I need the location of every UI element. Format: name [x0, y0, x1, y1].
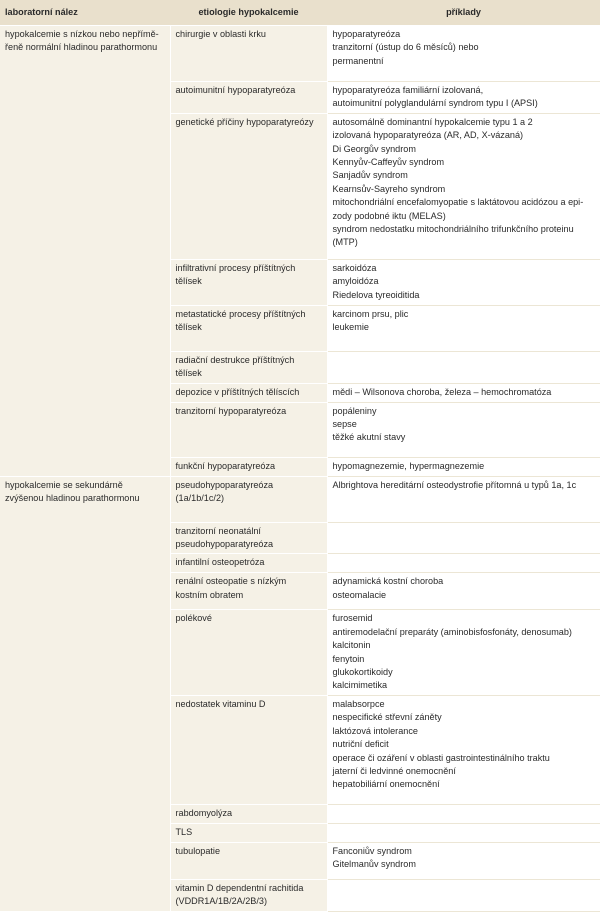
text-line: rabdomyolýza	[175, 807, 233, 818]
etiology-cell	[170, 476, 327, 522]
text-line: radiační destrukce příštítných	[175, 354, 295, 365]
example-item: Kearnsův-Sayreho syndrom	[332, 183, 446, 194]
example-item: kalcimimetika	[332, 680, 388, 691]
example-item: zody podobné iktu (MELAS)	[332, 210, 446, 221]
etiology-cell	[170, 305, 327, 351]
text-line: tubulopatie	[175, 845, 220, 856]
example-item: autosomálně dominantní hypokalcemie typu 1 a 2	[332, 116, 533, 127]
example-item: izolovaná hypoparatyreóza (AR, AD, X-vázaná)	[332, 130, 524, 141]
example-item: leukemie	[332, 322, 369, 333]
example-item: kalcitonin	[332, 640, 371, 651]
example-item: malabsorpce	[332, 698, 385, 709]
examples-cell	[327, 113, 600, 259]
examples-cell	[327, 457, 600, 476]
text-line: vitamin D dependentní rachitida	[175, 882, 304, 893]
text-line: hypokalcemie se sekundárně	[5, 479, 123, 490]
example-item: Fanconiův syndrom	[332, 845, 412, 856]
text-line: tělísek	[175, 368, 202, 379]
examples-cell	[327, 610, 600, 695]
text-line: autoimunitní hypoparatyreóza	[175, 85, 296, 95]
text-line: tranzitorní neonatální	[175, 525, 261, 536]
examples-cell	[327, 26, 600, 82]
etiology-cell	[170, 842, 327, 879]
text-line: kostním obratem	[175, 589, 244, 600]
examples-cell	[327, 351, 600, 383]
text-line: zvýšenou hladinou parathormonu	[5, 493, 140, 504]
example-item: syndrom nedostatku mitochondriálního trifunkčního proteinu	[332, 224, 574, 235]
table-body	[0, 26, 600, 912]
etiology-cell	[170, 351, 327, 383]
examples-cell	[327, 305, 600, 351]
examples-cell	[327, 82, 600, 114]
text-line: tranzitorní hypoparatyreóza	[175, 405, 287, 416]
example-item: Sanjadův syndrom	[332, 170, 408, 181]
text-line: infiltrativní procesy příštítných	[175, 262, 296, 273]
etiology-cell	[170, 573, 327, 610]
examples-cell	[327, 476, 600, 522]
example-item: laktózová intolerance	[332, 725, 418, 736]
etiology-cell	[170, 804, 327, 823]
header-examples: příklady	[327, 0, 600, 26]
example-item: (MTP)	[332, 237, 358, 248]
example-item: hepatobiliární onemocnění	[332, 779, 440, 790]
example-item: mědi – Wilsonova choroba, železa – hemochromatóza	[332, 386, 552, 397]
examples-cell	[327, 554, 600, 573]
etiology-cell	[170, 26, 327, 82]
example-item: karcinom prsu, plic	[332, 308, 409, 319]
etiology-cell	[170, 259, 327, 305]
example-item: tranzitorní (ústup do 6 měsíců) nebo	[332, 42, 479, 53]
examples-cell	[327, 573, 600, 610]
example-item: Di Georgův syndrom	[332, 143, 416, 154]
text-line: chirurgie v oblasti krku	[175, 29, 266, 39]
example-item: Kennyův-Caffeyův syndrom	[332, 157, 445, 168]
example-item: osteomalacie	[332, 589, 387, 600]
etiology-cell	[170, 554, 327, 573]
example-item: glukokortikoidy	[332, 667, 393, 678]
text-line: polékové	[175, 613, 212, 624]
text-line: tělísek	[175, 322, 202, 333]
example-item: operace či ozáření v oblasti gastrointestinálního traktu	[332, 752, 550, 763]
example-item: hypoparatyreóza	[332, 29, 401, 39]
examples-cell	[327, 842, 600, 879]
example-item: nutriční deficit	[332, 739, 389, 750]
examples-cell	[327, 383, 600, 402]
example-item: popáleniny	[332, 405, 377, 416]
etiology-cell	[170, 610, 327, 695]
text-line: (1a/1b/1c/2)	[175, 493, 225, 504]
header-etiology: etiologie hypokalcemie	[170, 0, 327, 26]
etiology-cell	[170, 457, 327, 476]
example-item: nespecifické střevní záněty	[332, 712, 442, 723]
example-item: antiremodelační preparáty (aminobisfosfonáty, denosumab)	[332, 626, 572, 637]
lab-finding-cell	[0, 476, 170, 911]
header-lab-finding: laboratorní nález	[0, 0, 170, 26]
examples-cell	[327, 522, 600, 554]
etiology-cell	[170, 113, 327, 259]
example-item: Riedelova tyreoiditida	[332, 289, 420, 300]
etiology-cell	[170, 383, 327, 402]
etiology-cell	[170, 695, 327, 804]
example-item: těžké akutní stavy	[332, 432, 406, 443]
example-item: hypoparatyreóza familiární izolovaná,	[332, 85, 484, 95]
example-item: Albrightova hereditární osteodystrofie přítomná u typů 1a, 1c	[332, 479, 577, 490]
lab-finding-cell	[0, 26, 170, 477]
examples-cell	[327, 259, 600, 305]
examples-cell	[327, 879, 600, 911]
examples-cell	[327, 695, 600, 804]
examples-cell	[327, 823, 600, 842]
table-row	[0, 476, 600, 522]
text-line: depozice v příštítných tělíscích	[175, 386, 300, 397]
text-line: TLS	[175, 826, 193, 837]
text-line: řeně normální hladinou parathormonu	[5, 42, 158, 53]
text-line: hypokalcemie s nízkou nebo nepřímě-	[5, 29, 159, 39]
etiology-cell	[170, 823, 327, 842]
text-line: (VDDR1A/1B/2A/2B/3)	[175, 896, 267, 907]
text-line: genetické příčiny hypoparatyreózy	[175, 116, 314, 127]
text-line: funkční hypoparatyreóza	[175, 460, 276, 471]
example-item: amyloidóza	[332, 276, 379, 287]
example-item: furosemid	[332, 613, 373, 624]
example-item: Gitelmanův syndrom	[332, 859, 416, 870]
example-item: hypomagnezemie, hypermagnezemie	[332, 460, 485, 471]
text-line: pseudohypoparatyreóza	[175, 479, 274, 490]
example-item: sepse	[332, 419, 357, 430]
text-line: renální osteopatie s nízkým	[175, 576, 287, 587]
etiology-cell	[170, 402, 327, 457]
etiology-cell	[170, 522, 327, 554]
example-item: jaterní či ledvinné onemocnění	[332, 765, 456, 776]
example-item: sarkoidóza	[332, 262, 377, 273]
etiology-cell	[170, 879, 327, 911]
examples-cell	[327, 804, 600, 823]
text-line: metastatické procesy příštítných	[175, 308, 306, 319]
example-item: permanentní	[332, 55, 384, 66]
examples-cell	[327, 402, 600, 457]
header-row	[0, 0, 600, 26]
example-item: adynamická kostní choroba	[332, 576, 444, 587]
text-line: pseudohypoparatyreóza	[175, 539, 274, 550]
example-item: mitochondriální encefalomyopatie s laktátovou acidózou a epi-	[332, 197, 584, 208]
text-line: tělísek	[175, 276, 202, 287]
text-line: infantilní osteopetróza	[175, 557, 265, 568]
table-row	[0, 26, 600, 82]
example-item: fenytoin	[332, 653, 365, 664]
example-item: autoimunitní polyglandulární syndrom typu I (APSI)	[332, 98, 538, 109]
etiology-cell	[170, 82, 327, 114]
text-line: nedostatek vitaminu D	[175, 698, 266, 709]
